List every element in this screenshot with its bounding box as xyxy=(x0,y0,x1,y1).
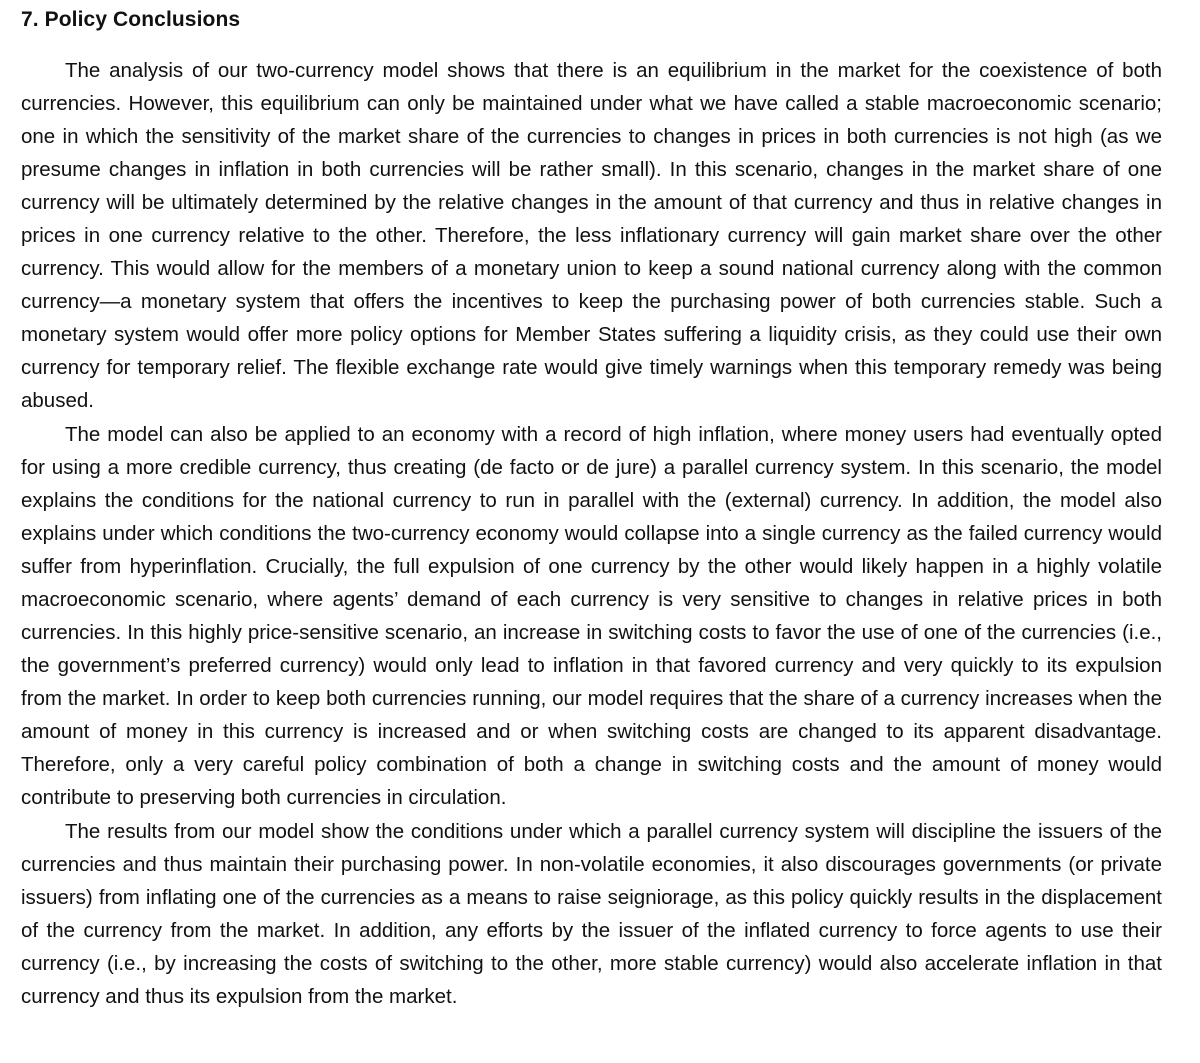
paragraph-3: The results from our model show the conditions under which a parallel currency system will discipline the issuers of the currencies and thus maintain their purchasing power. In non-volatile economies, it also discourages governments (or private issuers) from inflating one of the currencies as a means to raise seigniorage, as this policy quickly results in the displacement of the currency from the market. In addition, any efforts by the issuer of the inflated currency to force agents to use their currency (i.e., by increasing the costs of switching to the other, more stable currency) would also accelerate inflation in that currency and thus its expulsion from the market. xyxy=(21,820,1162,1008)
paragraph-2: The model can also be applied to an economy with a record of high inflation, where money users had eventually opted for using a more credible currency, thus creating (de facto or de jure) a parallel currency system. In this scenario, the model explains the conditions for the national currency to run in parallel with the (external) currency. In addition, the model also explains under which conditions the two-currency economy would collapse into a single currency as the failed currency would suffer from hyperinflation. Crucially, the full expulsion of one currency by the other would likely happen in a highly volatile macroeconomic scenario, where agents’ demand of each currency is very sensitive to changes in relative prices in both currencies. In this highly price-sensitive scenario, an increase in switching costs to favor the use of one of the currencies (i.e., the government’s preferred currency) would only lead to inflation in that favored currency and very quickly to its expulsion from the market. In order to keep both currencies running, our model requires that the share of a currency increases when the amount of money in this currency is increased and or when switching costs are changed to its apparent disadvantage. Therefore, only a very careful policy combination of both a change in switching costs and the amount of money would contribute to preserving both currencies in circulation. xyxy=(21,423,1162,809)
paragraph-1: The analysis of our two-currency model shows that there is an equilibrium in the market for the coexistence of both currencies. However, this equilibrium can only be maintained under what we have called a stable macroeconomic scenario; one in which the sensitivity of the market share of the currencies to changes in prices in both currencies is not high (as we presume changes in inflation in both currencies will be rather small). In this scenario, changes in the market share of one currency will be ultimately determined by the relative changes in the amount of that currency and thus in relative changes in prices in one currency relative to the other. Therefore, the less inflationary currency will gain market share over the other currency. This would allow for the members of a monetary union to keep a sound national currency along with the common currency—a monetary system that offers the incentives to keep the purchasing power of both currencies stable. Such a monetary system would offer more policy options for Member States suffering a liquidity crisis, as they could use their own currency for temporary relief. The flexible exchange rate would give timely warnings when this temporary remedy was being abused. xyxy=(21,59,1162,412)
section-heading: 7. Policy Conclusions xyxy=(21,8,241,31)
